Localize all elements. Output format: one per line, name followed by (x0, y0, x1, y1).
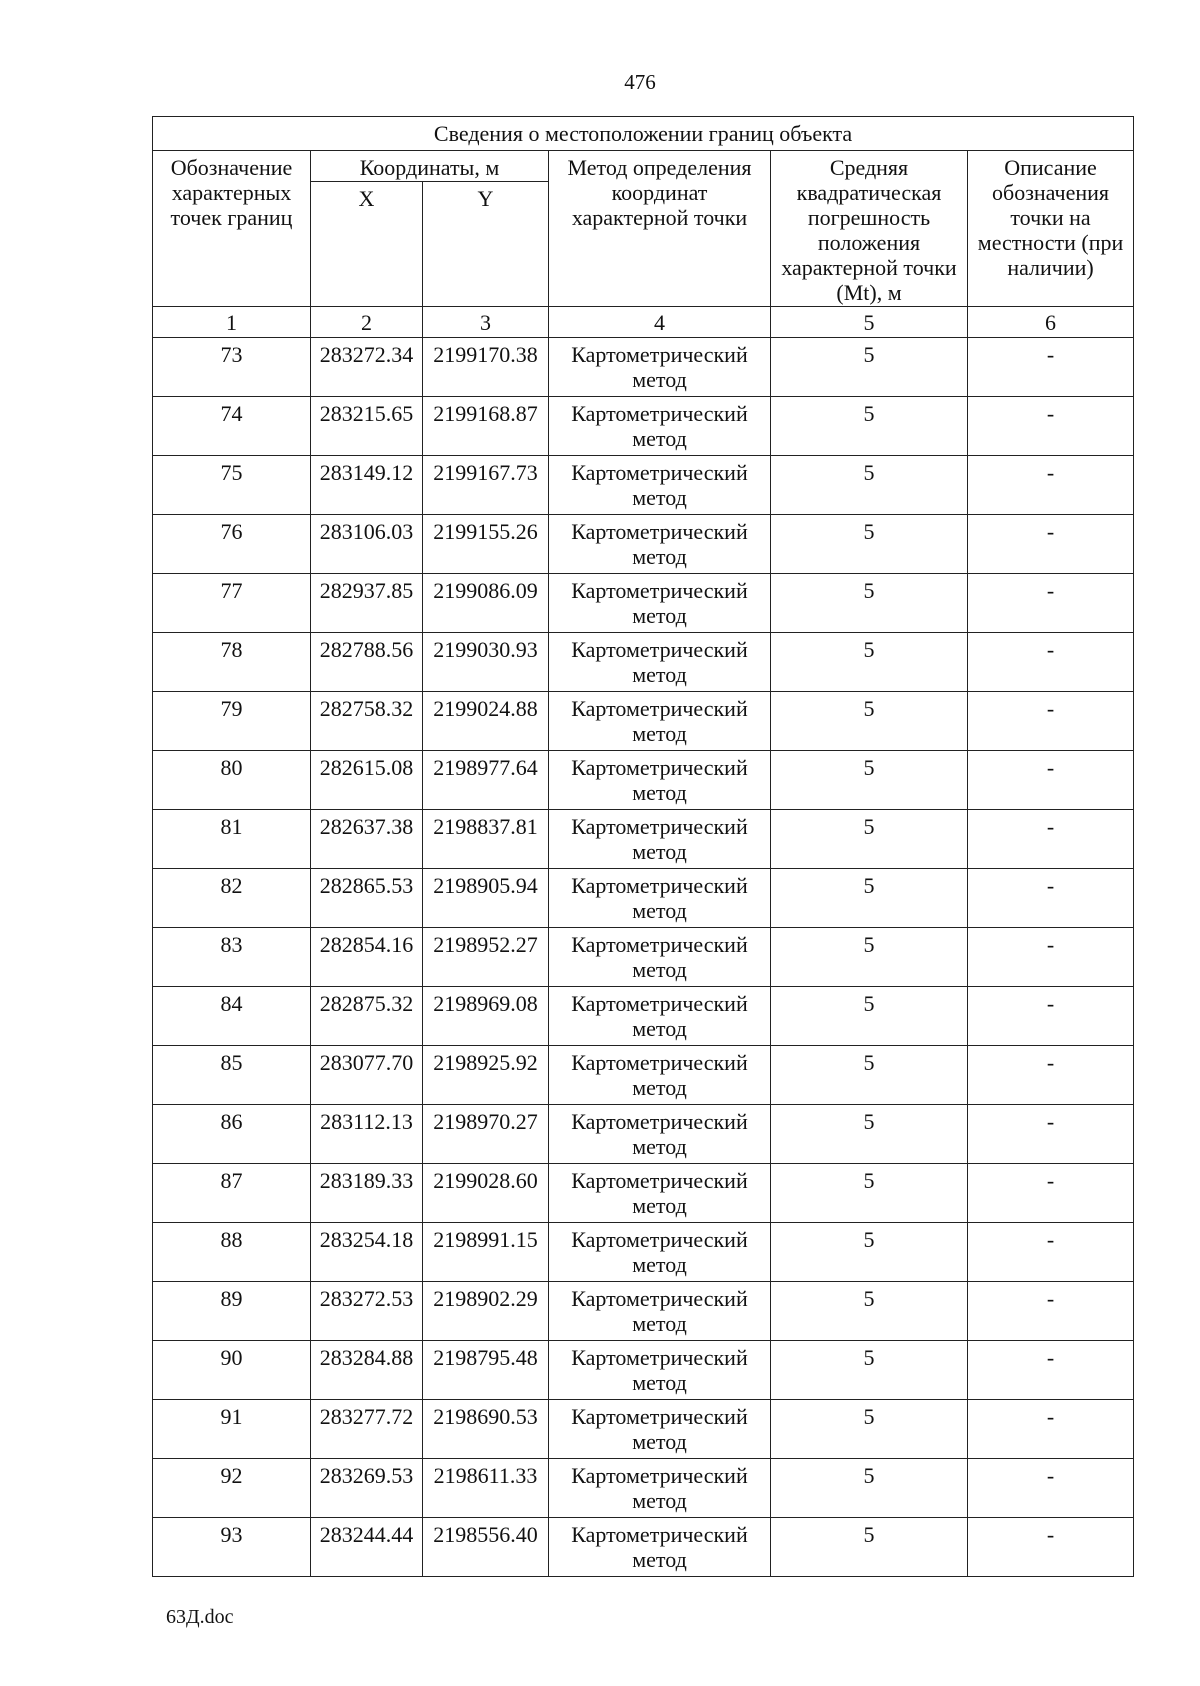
cell-point: 78 (153, 633, 311, 692)
cell-x: 283272.53 (311, 1282, 423, 1341)
cell-x: 283149.12 (311, 456, 423, 515)
cell-description: - (968, 869, 1134, 928)
cell-error: 5 (771, 1223, 968, 1282)
cell-y: 2199167.73 (423, 456, 549, 515)
column-number: 5 (771, 307, 968, 338)
cell-point: 90 (153, 1341, 311, 1400)
cell-y: 2198902.29 (423, 1282, 549, 1341)
header-y: Y (423, 182, 549, 307)
header-error: Средняя квадратическая погрешность положения характерной точки (Mt), м (771, 151, 968, 307)
table-row (153, 1518, 1134, 1577)
cell-description: - (968, 633, 1134, 692)
cell-method: Картометрический метод (549, 1400, 771, 1459)
cell-x: 283254.18 (311, 1223, 423, 1282)
cell-error: 5 (771, 1518, 968, 1577)
cell-point: 81 (153, 810, 311, 869)
cell-y: 2199024.88 (423, 692, 549, 751)
cell-x: 283277.72 (311, 1400, 423, 1459)
cell-y: 2198690.53 (423, 1400, 549, 1459)
cell-method: Картометрический метод (549, 869, 771, 928)
cell-error: 5 (771, 1046, 968, 1105)
cell-y: 2198969.08 (423, 987, 549, 1046)
cell-point: 82 (153, 869, 311, 928)
cell-method: Картометрический метод (549, 1518, 771, 1577)
cell-point: 84 (153, 987, 311, 1046)
cell-description: - (968, 1105, 1134, 1164)
cell-description: - (968, 692, 1134, 751)
cell-error: 5 (771, 1105, 968, 1164)
table-row (153, 633, 1134, 692)
cell-error: 5 (771, 1341, 968, 1400)
table-row (153, 1341, 1134, 1400)
table-row (153, 1105, 1134, 1164)
cell-description: - (968, 751, 1134, 810)
table-caption: Сведения о местоположении границ объекта (153, 117, 1134, 151)
cell-error: 5 (771, 692, 968, 751)
table-row (153, 751, 1134, 810)
column-number: 4 (549, 307, 771, 338)
table-row (153, 515, 1134, 574)
cell-y: 2198991.15 (423, 1223, 549, 1282)
table-row (153, 338, 1134, 397)
cell-x: 282615.08 (311, 751, 423, 810)
table-row (153, 928, 1134, 987)
cell-error: 5 (771, 751, 968, 810)
cell-method: Картометрический метод (549, 1282, 771, 1341)
cell-y: 2199170.38 (423, 338, 549, 397)
cell-error: 5 (771, 928, 968, 987)
cell-point: 88 (153, 1223, 311, 1282)
cell-y: 2198977.64 (423, 751, 549, 810)
cell-error: 5 (771, 574, 968, 633)
cell-description: - (968, 1046, 1134, 1105)
cell-error: 5 (771, 456, 968, 515)
cell-description: - (968, 810, 1134, 869)
cell-x: 283077.70 (311, 1046, 423, 1105)
column-number: 6 (968, 307, 1134, 338)
cell-method: Картометрический метод (549, 1223, 771, 1282)
cell-point: 91 (153, 1400, 311, 1459)
cell-point: 92 (153, 1459, 311, 1518)
cell-method: Картометрический метод (549, 633, 771, 692)
cell-point: 89 (153, 1282, 311, 1341)
table-row (153, 987, 1134, 1046)
cell-y: 2198611.33 (423, 1459, 549, 1518)
cell-method: Картометрический метод (549, 692, 771, 751)
cell-error: 5 (771, 515, 968, 574)
cell-y: 2199028.60 (423, 1164, 549, 1223)
cell-error: 5 (771, 633, 968, 692)
cell-y: 2199168.87 (423, 397, 549, 456)
cell-point: 77 (153, 574, 311, 633)
table-row (153, 692, 1134, 751)
cell-x: 283189.33 (311, 1164, 423, 1223)
boundary-table (152, 116, 1134, 1577)
cell-error: 5 (771, 397, 968, 456)
cell-y: 2198795.48 (423, 1341, 549, 1400)
header-description: Описание обозначения точки на местности (при наличии) (968, 151, 1134, 307)
cell-method: Картометрический метод (549, 1459, 771, 1518)
cell-y: 2198925.92 (423, 1046, 549, 1105)
page-number: 476 (624, 70, 656, 94)
table-row (153, 1282, 1134, 1341)
table-row (153, 456, 1134, 515)
table-row (153, 810, 1134, 869)
boundary-table-container (152, 116, 1133, 1577)
cell-method: Картометрический метод (549, 810, 771, 869)
cell-description: - (968, 338, 1134, 397)
table-row (153, 1223, 1134, 1282)
cell-description: - (968, 1518, 1134, 1577)
cell-method: Картометрический метод (549, 456, 771, 515)
cell-y: 2198970.27 (423, 1105, 549, 1164)
cell-point: 86 (153, 1105, 311, 1164)
table-row (153, 1459, 1134, 1518)
cell-description: - (968, 1459, 1134, 1518)
header-coordinates: Координаты, м (311, 151, 549, 182)
cell-method: Картометрический метод (549, 928, 771, 987)
cell-description: - (968, 928, 1134, 987)
cell-x: 282758.32 (311, 692, 423, 751)
table-row (153, 397, 1134, 456)
cell-method: Картометрический метод (549, 1164, 771, 1223)
cell-error: 5 (771, 987, 968, 1046)
cell-description: - (968, 1400, 1134, 1459)
cell-x: 283272.34 (311, 338, 423, 397)
cell-x: 282788.56 (311, 633, 423, 692)
cell-error: 5 (771, 1400, 968, 1459)
cell-error: 5 (771, 338, 968, 397)
table-row (153, 574, 1134, 633)
cell-description: - (968, 1341, 1134, 1400)
cell-method: Картометрический метод (549, 397, 771, 456)
cell-x: 283244.44 (311, 1518, 423, 1577)
cell-description: - (968, 1223, 1134, 1282)
header-method: Метод определения координат характерной точки (549, 151, 771, 307)
cell-description: - (968, 1282, 1134, 1341)
cell-x: 283106.03 (311, 515, 423, 574)
cell-y: 2198837.81 (423, 810, 549, 869)
cell-method: Картометрический метод (549, 751, 771, 810)
cell-error: 5 (771, 1459, 968, 1518)
column-number-row (153, 307, 1134, 338)
cell-method: Картометрический метод (549, 1046, 771, 1105)
table-row (153, 1046, 1134, 1105)
footer-filename: 63Д.doc (166, 1606, 234, 1628)
cell-error: 5 (771, 1164, 968, 1223)
cell-method: Картометрический метод (549, 1341, 771, 1400)
cell-method: Картометрический метод (549, 987, 771, 1046)
cell-point: 79 (153, 692, 311, 751)
cell-description: - (968, 456, 1134, 515)
cell-method: Картометрический метод (549, 1105, 771, 1164)
column-number: 2 (311, 307, 423, 338)
cell-x: 282875.32 (311, 987, 423, 1046)
cell-point: 85 (153, 1046, 311, 1105)
cell-point: 74 (153, 397, 311, 456)
cell-point: 80 (153, 751, 311, 810)
cell-description: - (968, 987, 1134, 1046)
cell-y: 2198556.40 (423, 1518, 549, 1577)
cell-method: Картометрический метод (549, 515, 771, 574)
cell-x: 282854.16 (311, 928, 423, 987)
header-x: X (311, 182, 423, 307)
cell-description: - (968, 397, 1134, 456)
cell-point: 73 (153, 338, 311, 397)
column-number: 1 (153, 307, 311, 338)
cell-description: - (968, 515, 1134, 574)
cell-x: 282865.53 (311, 869, 423, 928)
cell-x: 283215.65 (311, 397, 423, 456)
cell-y: 2199086.09 (423, 574, 549, 633)
cell-method: Картометрический метод (549, 338, 771, 397)
cell-x: 283112.13 (311, 1105, 423, 1164)
cell-method: Картометрический метод (549, 574, 771, 633)
table-row (153, 1164, 1134, 1223)
cell-y: 2198905.94 (423, 869, 549, 928)
table-body (153, 338, 1134, 1577)
cell-y: 2199030.93 (423, 633, 549, 692)
cell-point: 76 (153, 515, 311, 574)
header-point-designation: Обозначение характерных точек границ (153, 151, 311, 307)
cell-y: 2198952.27 (423, 928, 549, 987)
table-row (153, 1400, 1134, 1459)
column-number: 3 (423, 307, 549, 338)
cell-error: 5 (771, 1282, 968, 1341)
cell-description: - (968, 574, 1134, 633)
cell-point: 75 (153, 456, 311, 515)
cell-y: 2199155.26 (423, 515, 549, 574)
cell-error: 5 (771, 810, 968, 869)
cell-x: 283269.53 (311, 1459, 423, 1518)
table-row (153, 869, 1134, 928)
cell-point: 93 (153, 1518, 311, 1577)
cell-description: - (968, 1164, 1134, 1223)
cell-x: 283284.88 (311, 1341, 423, 1400)
cell-point: 87 (153, 1164, 311, 1223)
cell-point: 83 (153, 928, 311, 987)
cell-error: 5 (771, 869, 968, 928)
cell-x: 282937.85 (311, 574, 423, 633)
cell-x: 282637.38 (311, 810, 423, 869)
